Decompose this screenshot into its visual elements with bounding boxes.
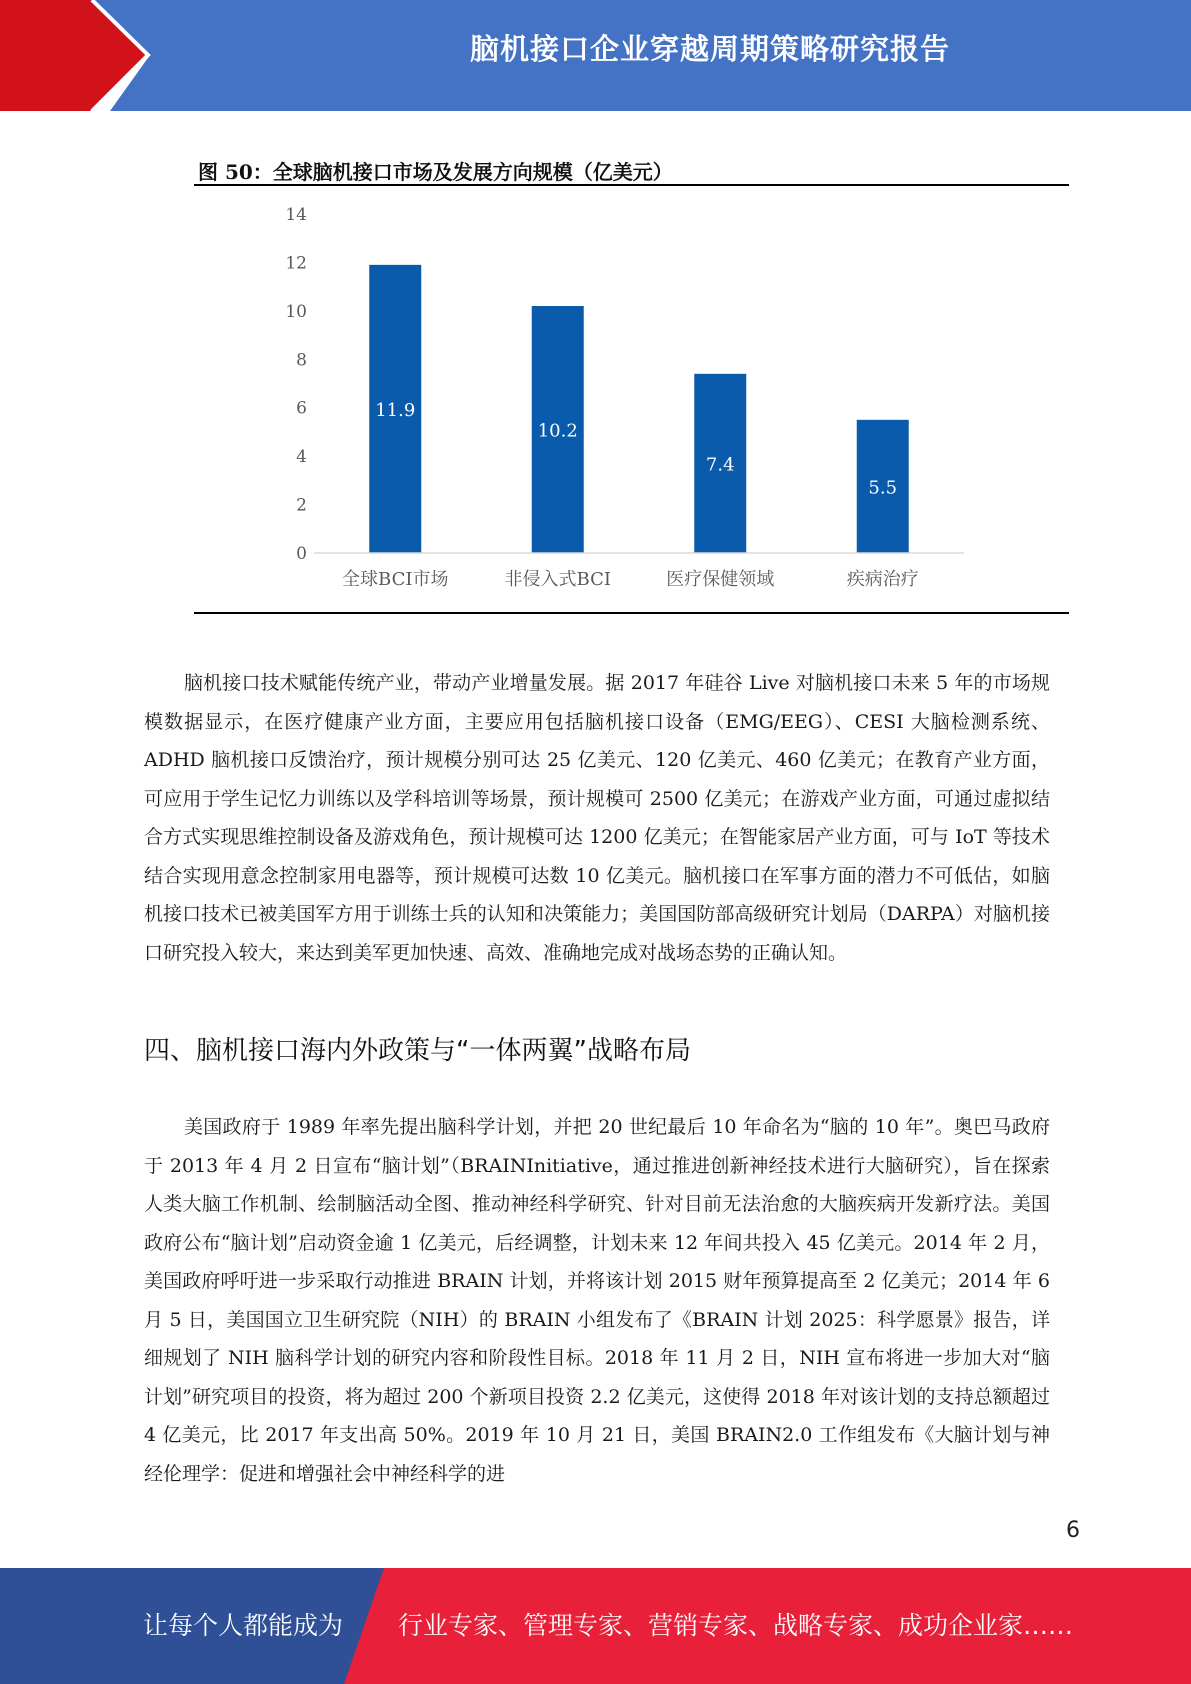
page-number: 6 — [1066, 1518, 1080, 1543]
bar-value-label: 10.2 — [537, 420, 578, 442]
body-paragraph-2: 美国政府于 1989 年率先提出脑科学计划，并把 20 世纪最后 10 年命名为“脑的 10 年”。奥巴马政府于 2013 年 4 月 2 日宣布“脑计划”（BRAINInitiative，通过推进创新神经技术进行大脑研究），旨在探索人类大脑工作机制、绘制脑活动全图、推动神经科学研究、针对目前无法治愈的大脑疾病开发新疗法。美国政府公布“脑计划”启动资金逾 1 亿美元，后经调整，计划未来 12 年间共投入 45 亿美元。2014 年 2 月，美国政府呼吁进一步采取行动推进 BRAIN 计划，并将该计划 2015 财年预算提高至 2 亿美元；2014 年 6 月 5 日，美国国立卫生研究院（NIH）的 BRAIN 小组发布了《BRAIN 计划 2025：科学愿景》报告，详细规划了 NIH 脑科学计划的研究内容和阶段性目标。2018 年 11 月 2 日，NIH 宣布将进一步加大对“脑计划”研究项目的投资，将为超过 200 个新项目投资 2.2 亿美元，这使得 2018 年对该计划的支持总额超过 4 亿美元，比 2017 年支出高 50%。2019 年 10 月 21 日，美国 BRAIN2.0 工作组发布《大脑计划与神经伦理学：促进和增强社会中神经科学的进 — [144, 1116, 1050, 1485]
figure-top-rule — [194, 184, 1069, 186]
x-tick-label: 全球BCI市场 — [342, 569, 449, 590]
figure-bottom-rule — [194, 612, 1069, 614]
body-paragraph-1: 脑机接口技术赋能传统产业，带动产业增量发展。据 2017 年硅谷 Live 对脑机接口未来 5 年的市场规模数据显示，在医疗健康产业方面，主要应用包括脑机接口设备（EMG/EEG）、CESI 大脑检测系统、ADHD 脑机接口反馈治疗，预计规模分别可达 25 亿美元、120 亿美元、460 亿美元；在教育产业方面，可应用于学生记忆力训练以及学科培训等场景，预计规模可 2500 亿美元；在游戏产业方面，可通过虚拟结合方式实现思维控制设备及游戏角色，预计规模可达 1200 亿美元；在智能家居产业方面，可与 IoT 等技术结合实现用意念控制家用电器等，预计规模可达数 10 亿美元。脑机接口在军事方面的潜力不可低估，如脑机接口技术已被美国军方用于训练士兵的认知和决策能力；美国国防部高级研究计划局（DARPA）对脑机接口研究投入较大，来达到美军更加快速、高效、准确地完成对战场态势的正确认知。 — [144, 672, 1050, 964]
y-tick-label: 0 — [296, 544, 307, 564]
x-tick-label: 疾病治疗 — [846, 569, 919, 590]
bar-value-label: 5.5 — [868, 477, 898, 499]
footer-slogan-left: 让每个人都能成为 — [143, 1611, 344, 1640]
y-tick-label: 8 — [296, 350, 307, 371]
y-tick-label: 10 — [285, 301, 307, 322]
footer-slogan-right: 行业专家、管理专家、营销专家、战略专家、成功企业家…… — [398, 1611, 1074, 1640]
bar-chart — [194, 190, 1069, 610]
y-tick-label: 2 — [296, 495, 307, 516]
x-tick-label: 医疗保健领域 — [666, 569, 775, 590]
x-axis-labels — [342, 569, 919, 590]
x-tick-label: 非侵入式BCI — [504, 569, 611, 590]
y-tick-label: 14 — [285, 205, 307, 225]
y-tick-label: 12 — [285, 253, 307, 274]
page-header — [0, 0, 1191, 111]
bar-value-label: 11.9 — [375, 399, 416, 421]
bars — [369, 265, 909, 553]
y-tick-label: 4 — [296, 447, 307, 468]
section-heading: 四、脑机接口海内外政策与“一体两翼”战略布局 — [144, 1036, 691, 1066]
y-tick-label: 6 — [296, 398, 307, 419]
report-title: 脑机接口企业穿越周期策略研究报告 — [469, 32, 950, 66]
figure-title: 图 50：全球脑机接口市场及发展方向规模（亿美元） — [198, 160, 673, 184]
y-axis — [285, 205, 307, 564]
page-footer — [0, 1568, 1191, 1684]
bar-value-label: 7.4 — [705, 454, 735, 476]
